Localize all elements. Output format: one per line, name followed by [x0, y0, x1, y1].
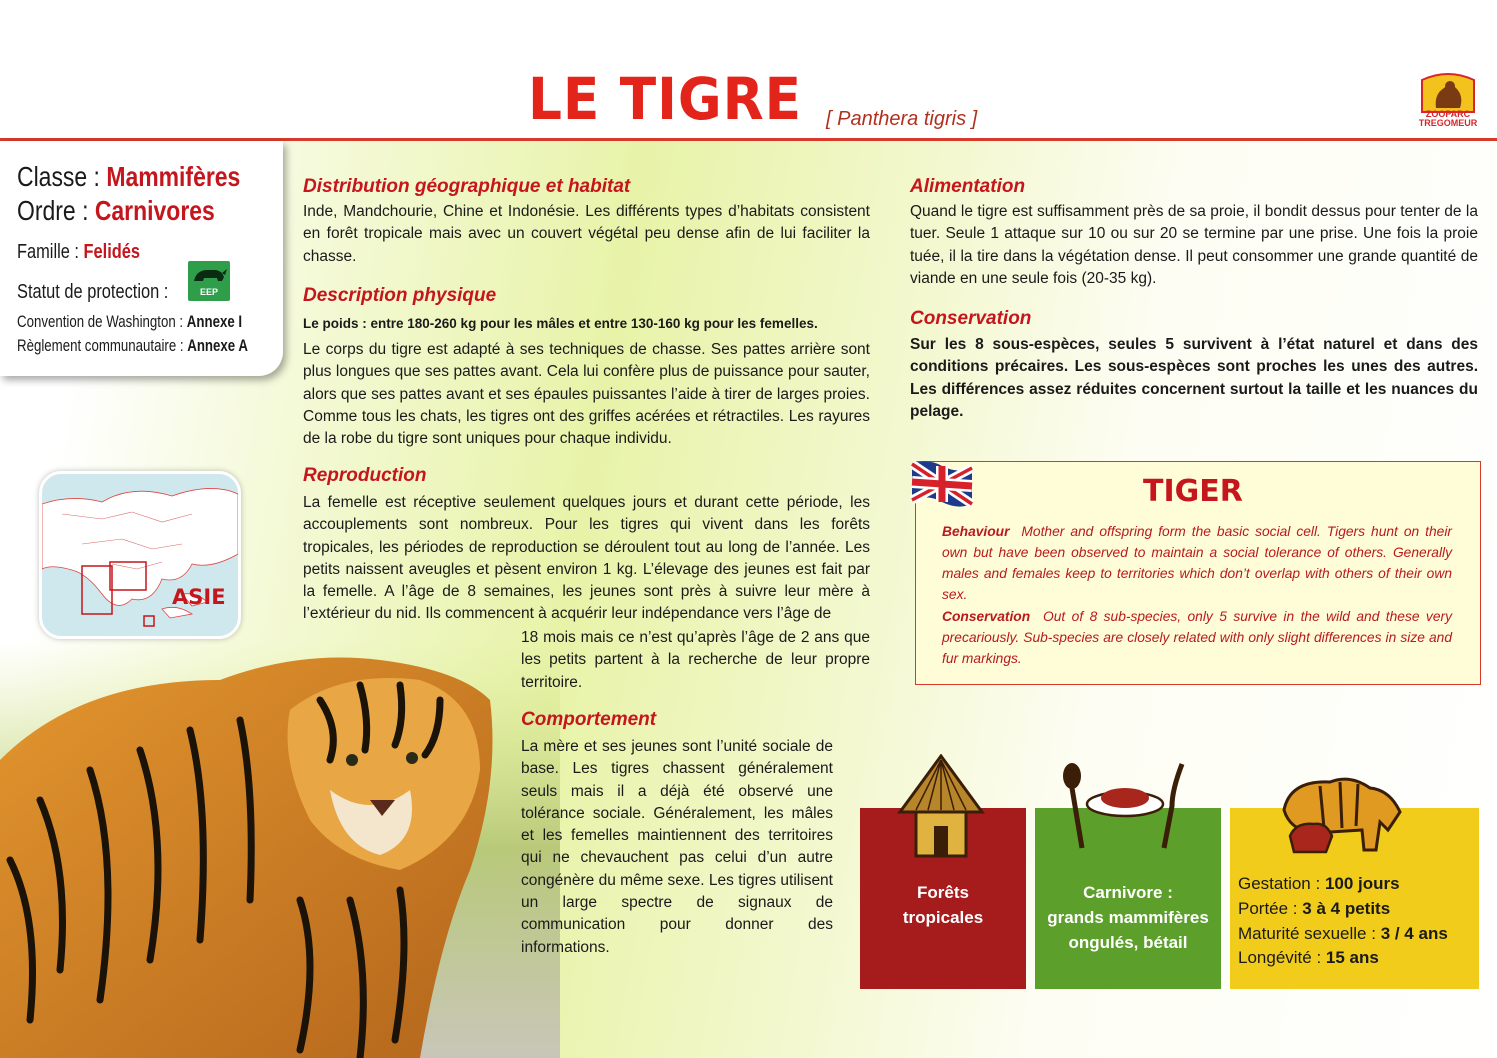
behaviour-text: Mother and offspring form the basic social cell. Tigers hunt on their own but have been observed to maintain a social tolerance of others. Generally males and females keep to territories which don’t overlap with others of their own sex.: [942, 524, 1452, 602]
alimentation-text: Quand le tigre est suffisamment près de sa proie, il bondit dessus pour tenter de la tuer. Seule 1 attaque sur 10 ou sur 20 se termine par une prise. Une fois la proie tuée, il la tire dans la végétation dense. Il peut consommer une grande quantité de viande en une seule fois (20-35 kg).: [910, 203, 1478, 287]
portee-row: [1238, 899, 1390, 919]
gestation-row: [1238, 874, 1400, 894]
distribution-title: Distribution géographique et habitat: [303, 176, 631, 197]
classe-row: [17, 161, 240, 193]
description-text: Le corps du tigre est adapté à ses techniques de chasse. Ses pattes arrière sont plus longues que ses pattes avant. Cela lui confère plus de puissance pour sauter, alors que ses pattes avant et ses épaules puissantes l’aide à tirer de larges proies. Comme tous les chats, les tigres ont des griffes acérées et rétractiles. Les rayures de la robe du tigre sont uniques pour chaque individu.: [303, 341, 870, 448]
gestation-label: Gestation :: [1238, 874, 1321, 893]
longevite-row: [1238, 948, 1379, 968]
famille-label: Famille :: [17, 241, 79, 263]
statut-label: Statut de protection :: [17, 281, 169, 303]
reproduction-text-continued: 18 mois mais ce n’est qu’après l’âge de 2 ans que les petits partent à la recherche de leur propre territoire.: [521, 629, 870, 691]
habitat-tile-text: [860, 880, 1026, 930]
map-label: ASIE: [172, 585, 226, 609]
eep-label: EEP: [199, 287, 218, 297]
ordre-row: [17, 195, 215, 227]
habitat-line-1: Forêts: [917, 883, 969, 902]
english-conservation: [942, 606, 1452, 669]
washington-label: Convention de Washington :: [17, 312, 184, 331]
tiger-photo: [0, 640, 560, 1058]
diet-line-3: ongulés, bétail: [1068, 933, 1188, 952]
portee-value: 3 à 4 petits: [1302, 899, 1391, 918]
tiger-family-icon: [1280, 770, 1410, 856]
comportement-title: Comportement: [521, 709, 657, 730]
famille-value: Felidés: [83, 241, 141, 263]
logo-text: ZOOPARC TREGOMEUR: [1418, 109, 1478, 128]
hut-icon: [896, 754, 986, 862]
maturite-value: 3 / 4 ans: [1380, 924, 1448, 943]
english-conservation-text: Out of 8 sub-species, only 5 survive in the wild and these very precariously. Sub-species are closely related with only slight differences in size and fur markings.: [942, 609, 1452, 666]
reglement-row: [17, 336, 248, 356]
classe-label: Classe :: [17, 161, 100, 192]
conservation-title: Conservation: [910, 308, 1032, 329]
page-title: LE TIGRE: [528, 65, 802, 133]
classe-value: Mammifères: [106, 161, 241, 192]
latin-name: [ Panthera tigris ]: [826, 108, 978, 130]
rhino-icon: [188, 261, 230, 289]
reproduction-text: La femelle est réceptive seulement quelques jours et durant cette période, les accouplements sont nombreux. Pour les tigres qui vivent dans les forêts tropicales, les périodes de reproduction se déroulent tout au long de l’année. Les petits naissent aveugles et pèsent environ 1 kg. L’élevage des jeunes est fait par la femelle. A l’âge de 8 semaines, les jeunes sont près à suivre leur mère à l’extérieur du nid. Ils commencent à acquérir leur indépendance vers l’âge de: [303, 494, 870, 623]
comportement-text: La mère et ses jeunes sont l’unité sociale de base. Les tigres chassent généralement seuls mais il a déjà été observé une tolérance sociale. Généralement, les mâles et les femelles maintiennent des territoires qui ne chevauchent pas celui d’un autre congénère du même sexe. Les tigres utilisent un large spectre de signaux de communication pour donner des informations.: [521, 738, 833, 956]
english-title: TIGER: [1143, 474, 1243, 509]
washington-value: Annexe I: [186, 312, 243, 331]
alimentation-title: Alimentation: [910, 176, 1026, 197]
conservation-text: Sur les 8 sous-espèces, seules 5 survivent à l’état naturel et dans des conditions précaires. Les sous-espèces sont proches les unes des autres. Les différences assez réduites concernent surtout la taille et les nuances du pelage.: [910, 336, 1478, 420]
washington-row: [17, 312, 242, 332]
habitat-line-2: tropicales: [902, 908, 984, 927]
diet-line-1: Carnivore :: [1083, 883, 1173, 902]
reproduction-title: Reproduction: [303, 465, 427, 486]
ordre-value: Carnivores: [94, 195, 215, 226]
reglement-label: Règlement communautaire :: [17, 336, 184, 355]
distribution-text: Inde, Mandchourie, Chine et Indonésie. Les différents types d’habitats consistent en forêt tropicale mais avec un couvert végétal peu dense afin de lui faciliter la chasse.: [303, 203, 870, 265]
longevite-label: Longévité :: [1238, 948, 1322, 967]
description-title: Description physique: [303, 285, 497, 306]
diet-line-2: grands mammifères: [1047, 908, 1209, 927]
diet-tile-text: [1035, 880, 1221, 955]
english-behaviour: [942, 521, 1452, 605]
gestation-value: 100 jours: [1324, 874, 1400, 893]
asia-map-icon: [42, 474, 238, 636]
maturite-label: Maturité sexuelle :: [1238, 924, 1376, 943]
conservation-label: Conservation: [942, 609, 1031, 624]
famille-row: [17, 241, 140, 264]
behaviour-label: Behaviour: [942, 524, 1010, 539]
reglement-value: Annexe A: [187, 336, 248, 355]
ordre-label: Ordre :: [17, 195, 89, 226]
taxonomy-card: [0, 141, 283, 376]
description-weight: Le poids : entre 180-260 kg pour les mâles et entre 130-160 kg pour les femelles.: [303, 316, 818, 331]
uk-flag-icon: [908, 456, 976, 512]
distribution-map: [39, 471, 241, 639]
portee-label: Portée :: [1238, 899, 1298, 918]
plate-icon: [1060, 760, 1190, 852]
maturite-row: [1238, 924, 1448, 944]
longevite-value: 15 ans: [1325, 948, 1379, 967]
